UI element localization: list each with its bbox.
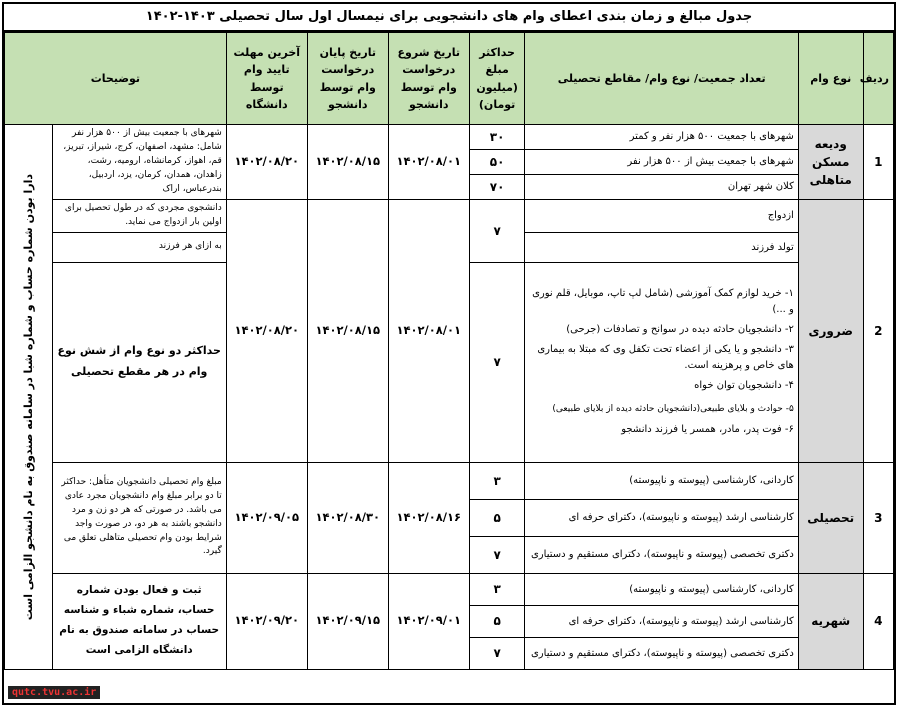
- note: شهرهای با جمعیت بیش از ۵۰۰ هزار نفر شامل: مشهد، اصفهان، کرج، شیراز، تبریز، قم، اهواز، کرمانشاه، ارومیه، رشت، زاهدان، همدان، کرمان، یزد، اردبیل، بندرعباس، اراک: [52, 125, 226, 200]
- deadline-date: ۱۴۰۲/۰۸/۲۰: [226, 199, 307, 462]
- population-item: شهرهای با جمعیت بیش از ۵۰۰ هزار نفر: [525, 149, 798, 174]
- header-row-number: ردیف: [863, 33, 893, 125]
- note: ثبت و فعال بودن شماره حساب، شماره شباء و شناسه حساب در سامانه صندوق به نام دانشگاه الزامی است: [52, 573, 226, 669]
- population-item: ازدواج: [525, 199, 798, 232]
- header-row: [5, 33, 894, 125]
- deadline-date: ۱۴۰۲/۰۸/۲۰: [226, 125, 307, 200]
- loan-type: ضروری: [798, 199, 863, 462]
- list-item: ۴- دانشجویان توان خواه: [694, 379, 794, 391]
- amount: ۷۰: [469, 174, 525, 199]
- side-note-text: دارا بودن شماره حساب و شماره شبا در سامانه صندوق به نام دانشجو الزامی است: [21, 173, 35, 620]
- header-notes: توضیحات: [5, 33, 227, 125]
- amount: ۳: [469, 573, 525, 605]
- amount: ۵: [469, 605, 525, 637]
- row-number: 2: [863, 199, 893, 462]
- amount: ۷: [469, 536, 525, 573]
- amount: ۳۰: [469, 125, 525, 150]
- side-note: [5, 125, 53, 670]
- loan-type: تحصیلی: [798, 462, 863, 573]
- amount: ۷: [469, 199, 525, 262]
- amount: ۳: [469, 462, 525, 499]
- site-watermark: qutc.tvu.ac.ir: [8, 686, 100, 699]
- loan-type: ودیعه مسکن متاهلی: [798, 125, 863, 200]
- start-date: ۱۴۰۲/۰۹/۰۱: [388, 573, 469, 669]
- header-population: تعداد جمعیت/ نوع وام/ مقاطع تحصیلی: [525, 33, 798, 125]
- loan-schedule-document: [2, 2, 896, 705]
- end-date: ۱۴۰۲/۰۸/۱۵: [307, 125, 388, 200]
- end-date: ۱۴۰۲/۰۹/۱۵: [307, 573, 388, 669]
- note: به ازای هر فرزند: [52, 232, 226, 262]
- population-item: کاردانی، کارشناسی (پیوسته و ناپیوسته): [525, 573, 798, 605]
- loan-type: شهریه: [798, 573, 863, 669]
- population-item: کاردانی، کارشناسی (پیوسته و ناپیوسته): [525, 462, 798, 499]
- note: مبلغ وام تحصیلی دانشجویان متأهل: حداکثر تا دو برابر مبلغ وام دانشجویان مجرد عادی می باشد. در صورتی که هر دو زن و مرد دانشجو باشند به هر دو، در صورت واجد شرایط بودن وام تحصیلی متاهلی تعلق می گیرد.: [52, 462, 226, 573]
- header-deadline: آخرین مهلت تایید وام توسط دانشگاه: [226, 33, 307, 125]
- population-item: تولد فرزند: [525, 232, 798, 262]
- header-max-amount: حداکثر مبلغ (میلیون تومان): [469, 33, 525, 125]
- start-date: ۱۴۰۲/۰۸/۰۱: [388, 199, 469, 462]
- deadline-date: ۱۴۰۲/۰۹/۰۵: [226, 462, 307, 573]
- amount: ۷: [469, 637, 525, 669]
- note: حداکثر دو نوع وام از شش نوع وام در هر مقطع تحصیلی: [52, 262, 226, 462]
- deadline-date: ۱۴۰۲/۰۹/۲۰: [226, 573, 307, 669]
- population-item: کارشناسی ارشد (پیوسته و ناپیوسته)، دکترای حرفه ای: [525, 605, 798, 637]
- list-item: ۱- خرید لوازم کمک آموزشی (شامل لپ تاپ، موبایل، قلم نوری و ...): [532, 287, 794, 315]
- population-list: [525, 262, 798, 462]
- row-number: 4: [863, 573, 893, 669]
- population-item: کلان شهر تهران: [525, 174, 798, 199]
- page-title: جدول مبالغ و زمان بندی اعطای وام های دانشجویی برای نیمسال اول سال تحصیلی ۱۴۰۳-۱۴۰۲: [4, 4, 894, 32]
- table-row: [5, 573, 894, 605]
- row-number: 3: [863, 462, 893, 573]
- loan-table: [4, 32, 894, 670]
- row-number: 1: [863, 125, 893, 200]
- list-item: ۳- دانشجو و یا یکی از اعضاء تحت تکفل وی که مبتلا به بیماری های خاص و پرهزینه است.: [537, 343, 794, 371]
- amount: ۵۰: [469, 149, 525, 174]
- list-item: ۲- دانشجویان حادثه دیده در سوانح و تصادفات (جرحی): [566, 323, 794, 335]
- start-date: ۱۴۰۲/۰۸/۱۶: [388, 462, 469, 573]
- table-row: [5, 125, 894, 150]
- list-item: ۶- فوت پدر، مادر، همسر یا فرزند دانشجو: [621, 424, 794, 436]
- start-date: ۱۴۰۲/۰۸/۰۱: [388, 125, 469, 200]
- end-date: ۱۴۰۲/۰۸/۳۰: [307, 462, 388, 573]
- amount: ۷: [469, 262, 525, 462]
- amount: ۵: [469, 499, 525, 536]
- header-start-date: تاریخ شروع درخواست وام توسط دانشجو: [388, 33, 469, 125]
- end-date: ۱۴۰۲/۰۸/۱۵: [307, 199, 388, 462]
- population-item: دکتری تخصصی (پیوسته و ناپیوسته)، دکترای مستقیم و دستیاری: [525, 536, 798, 573]
- list-item: ۵- حوادث و بلایای طبیعی(دانشجویان حادثه دیده از بلایای طبیعی): [552, 403, 794, 414]
- table-row: [5, 462, 894, 499]
- population-item: کارشناسی ارشد (پیوسته و ناپیوسته)، دکترای حرفه ای: [525, 499, 798, 536]
- table-row: [5, 199, 894, 232]
- note: دانشجوی مجردی که در طول تحصیل برای اولین بار ازدواج می نماید.: [52, 199, 226, 232]
- header-end-date: تاریخ پایان درخواست وام توسط دانشجو: [307, 33, 388, 125]
- header-loan-type: نوع وام: [798, 33, 863, 125]
- population-item: شهرهای با جمعیت ۵۰۰ هزار نفر و کمتر: [525, 125, 798, 150]
- population-item: دکتری تخصصی (پیوسته و ناپیوسته)، دکترای مستقیم و دستیاری: [525, 637, 798, 669]
